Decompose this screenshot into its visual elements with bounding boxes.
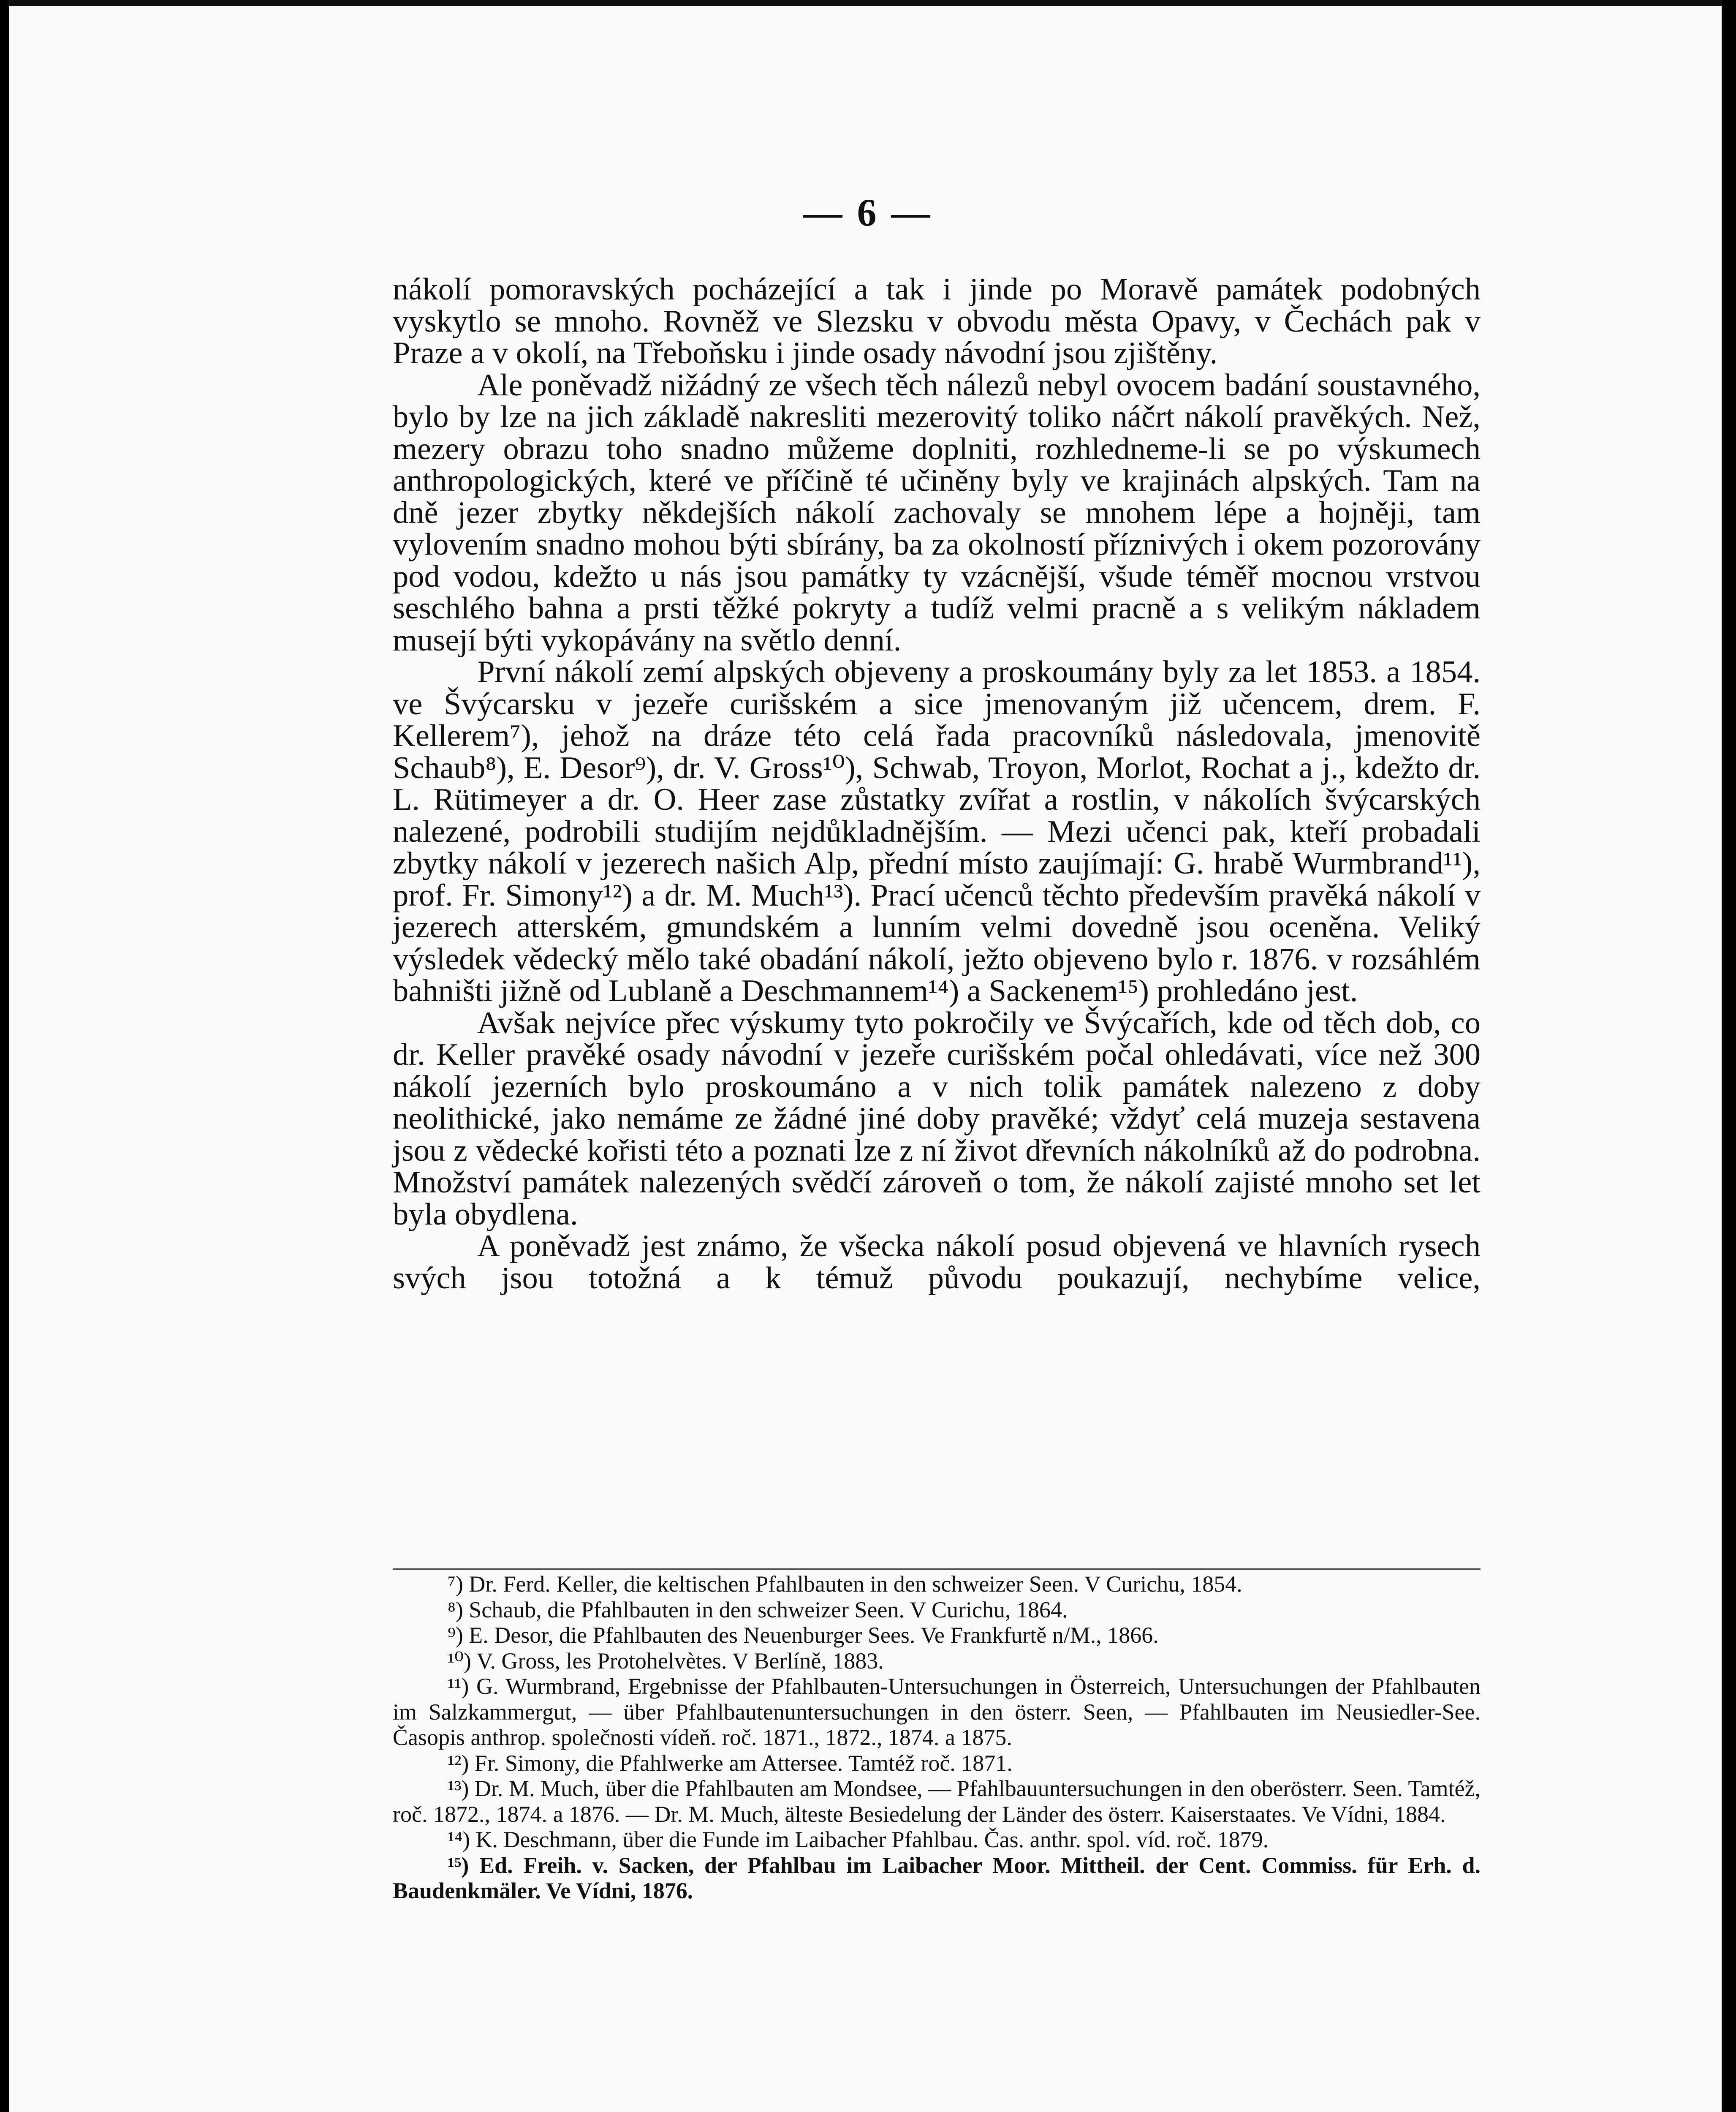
paragraph-continuation: nákolí pomoravských pocházející a tak i jinde po Moravě památek podobných vyskytlo se mnoho. Rovněž ve Slezsku v obvodu města Opavy, v Čechách pak v Praze a v okolí, na Třeboňsku i jinde osady návodní jsou zjištěny. xyxy=(393,272,1481,370)
paragraph: A poněvadž jest známo, že všecka nákolí posud objevená ve hlavních rysech svých jsou totožná a k témuž původu poukazují, nechybíme velice, xyxy=(393,1229,1481,1296)
footnote-separator xyxy=(393,1568,1481,1570)
scan-border-top xyxy=(0,0,1736,6)
footnote-13: ¹³) Dr. M. Much, über die Pfahlbauten am Mondsee, — Pfahlbauuntersuchungen in den oberösterr. Seen. Tamtéž, roč. 1872., 1874. a 1876. — Dr. M. Much, älteste Besiedelung der Länder des österr. Kaiserstaates. Ve Vídni, 1884. xyxy=(393,1776,1481,1827)
footnote-14: ¹⁴) K. Deschmann, über die Funde im Laibacher Pfahlbau. Čas. anthr. spol. víd. roč. 1879. xyxy=(448,1827,1269,1852)
paragraph: Ale poněvadž nižádný ze všech těch nálezů nebyl ovocem badání soustavného, bylo by lze na jich základě nakresliti mezerovitý toliko náčrt nákolí pravěkých. Než, mezery obrazu toho snadno můžeme doplniti, rozhledneme-li se po výskumech anthropologických, které ve příčině té učiněny byly ve krajinách alpských. Tam na dně jezer zbytky někdejších nákolí zachovaly se mnohem lépe a hojněji, tam vylovením snadno mohou býti sbírány, ba za okolností příznivých i okem pozorovány pod vodou, kdežto u nás jsou památky ty vzácnější, všude téměř mocnou vrstvou seschlého bahna a prsti těžké pokryty a tudíž velmi pracně a s velikým nákladem musejí býti vykopávány na světlo denní. xyxy=(393,367,1481,658)
footnote-9: ⁹) E. Desor, die Pfahlbauten des Neuenburger Sees. Ve Frankfurtě n/M., 1866. xyxy=(448,1622,1159,1648)
footnote-10: ¹⁰) V. Gross, les Protohelvètes. V Berlíně, 1883. xyxy=(448,1648,884,1674)
footnote-11: ¹¹) G. Wurmbrand, Ergebnisse der Pfahlbauten-Untersuchungen in Österreich, Untersuchungen der Pfahlbauten im Salzkammergut, — über Pfahlbautenuntersuchungen in den österr. Seen, — Pfahlbauten im Neusiedler-See. Časopis anthrop. společnosti vídeň. roč. 1871., 1872., 1874. a 1875. xyxy=(393,1674,1481,1750)
paragraph: První nákolí zemí alpských objeveny a proskoumány byly za let 1853. a 1854. ve Švýcarsku v jezeře curišském a sice jmenovaným již učencem, drem. F. Kellerem⁷), jehož na dráze této celá řada pracovníků následovala, jmenovitě Schaub⁸), E. Desor⁹), dr. V. Gross¹⁰), Schwab, Troyon, Morlot, Rochat a j., kdežto dr. L. Rütimeyer a dr. O. Heer zase zůstatky zvířat a rostlin, v nákolích švýcarských nalezené, podrobili studijím nejdůkladnějším. — Mezi učenci pak, kteří probadali zbytky nákolí v jezerech našich Alp, přední místo zaujímají: G. hrabě Wurmbrand¹¹), prof. Fr. Simony¹²) a dr. M. Much¹³). Prací učenců těchto především pravěká nákolí v jezerech atterském, gmundském a lunním velmi dovedně jsou oceněna. Veliký výsledek vědecký mělo také obadání nákolí, ježto objeveno bylo r. 1876. v rozsáhlém bahništi jižně od Lublaně a Deschmannem¹⁴) a Sackenem¹⁵) prohledáno jest. xyxy=(393,655,1481,1008)
page-number: — 6 — xyxy=(803,191,933,234)
footnote-8: ⁸) Schaub, die Pfahlbauten in den schweizer Seen. V Curichu, 1864. xyxy=(448,1597,1068,1622)
footnote-15: ¹⁵) Ed. Freih. v. Sacken, der Pfahlbau im Laibacher Moor. Mittheil. der Cent. Commiss. für Erh. d. Baudenkmäler. Ve Vídni, 1876. xyxy=(393,1852,1481,1903)
paragraph: Avšak nejvíce přec výskumy tyto pokročily ve Švýcařích, kde od těch dob, co dr. Keller pravěké osady návodní v jezeře curišském počal ohledávati, více než 300 nákolí jezerních bylo proskoumáno a v nich tolik památek nalezeno z doby neolithické, jako nemáme ze žádné jiné doby pravěké; vždyť celá muzeja sestavena jsou z vědecké kořisti této a poznati lze z ní život dřevních nákolníků až do podrobna. Množství památek nalezených svědčí zároveň o tom, že nákolí zajisté mnoho set let byla obydlena. xyxy=(393,1005,1481,1232)
footnote-7: ⁷) Dr. Ferd. Keller, die keltischen Pfahlbauten in den schweizer Seen. V Curichu, 1854. xyxy=(448,1571,1242,1597)
scan-border-left xyxy=(0,0,9,2112)
main-text xyxy=(393,274,1481,1294)
footnote-12: ¹²) Fr. Simony, die Pfahlwerke am Attersee. Tamtéž roč. 1871. xyxy=(448,1750,1013,1776)
footnotes xyxy=(393,1571,1481,1904)
scan-border-right xyxy=(1722,0,1736,2112)
